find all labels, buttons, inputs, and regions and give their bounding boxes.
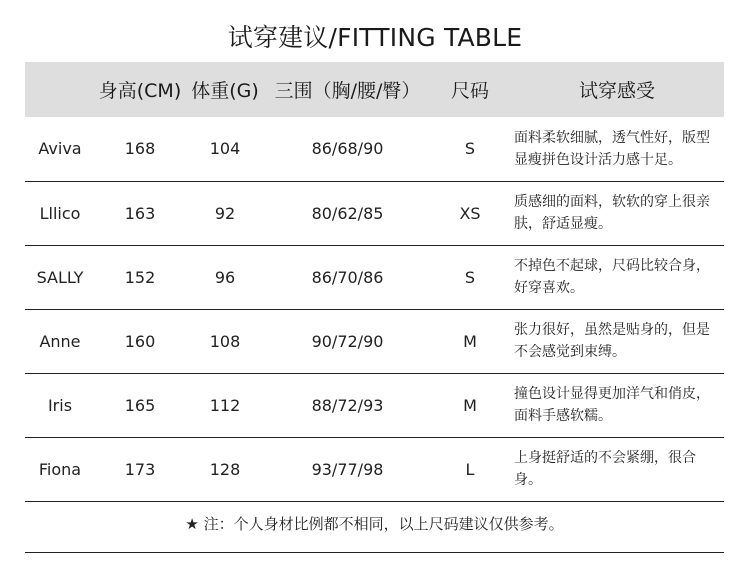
- model-weight: 92: [214, 203, 236, 223]
- header-size: 尺码: [450, 80, 489, 102]
- model-weight: 108: [209, 331, 241, 351]
- bottom-divider: [25, 552, 724, 553]
- header-feel: 试穿感受: [578, 80, 655, 102]
- table-row: [25, 309, 724, 373]
- model-measurements: 88/72/93: [311, 395, 384, 415]
- model-size: S: [464, 267, 476, 287]
- model-feel: 面料柔软细腻，透气性好，版型显瘦拼色设计活力感十足。: [514, 129, 710, 168]
- model-name: Lllico: [39, 203, 81, 223]
- model-feel: 撞色设计显得更加洋气和俏皮，面料手感软糯。: [514, 386, 710, 424]
- model-feel: 上身挺舒适的不会紧绷，很合身。: [514, 450, 696, 488]
- model-name: SALLY: [36, 267, 84, 287]
- model-size: XS: [459, 203, 481, 223]
- model-weight: 104: [209, 139, 241, 159]
- table-row: [25, 117, 724, 181]
- model-feel: 不掉色不起球，尺码比较合身，好穿喜欢。: [514, 258, 710, 296]
- table-header: [25, 62, 724, 117]
- model-weight: 96: [214, 267, 236, 287]
- model-measurements: 80/62/85: [311, 203, 384, 223]
- model-weight: 128: [209, 459, 241, 479]
- header-name: [25, 62, 95, 117]
- model-size: M: [463, 331, 477, 351]
- model-height: 168: [124, 139, 156, 159]
- header-row: [25, 62, 724, 117]
- page-title: 试穿建议/FITTING TABLE: [227, 23, 523, 52]
- model-size: L: [465, 459, 475, 479]
- model-name: Anne: [39, 331, 81, 351]
- model-height: 163: [124, 203, 156, 223]
- model-measurements: 90/72/90: [311, 331, 384, 351]
- model-name: Fiona: [38, 459, 82, 479]
- header-height: 身高(CM): [98, 80, 182, 102]
- model-measurements: 86/68/90: [311, 139, 384, 159]
- table-row: [25, 181, 724, 245]
- header-measurements: 三围（胸/腰/臀）: [274, 80, 421, 102]
- fitting-table: [25, 62, 724, 502]
- model-height: 173: [124, 459, 156, 479]
- model-height: 152: [124, 267, 156, 287]
- model-feel: 质感细的面料，软软的穿上很亲肤，舒适显瘦。: [514, 194, 710, 232]
- model-height: 165: [124, 395, 156, 415]
- table-row: [25, 373, 724, 437]
- table-body: [25, 117, 724, 501]
- header-weight: 体重(G): [191, 80, 259, 102]
- model-measurements: 86/70/86: [311, 267, 384, 287]
- model-size: M: [463, 395, 477, 415]
- model-weight: 112: [209, 395, 241, 415]
- model-height: 160: [124, 331, 156, 351]
- model-measurements: 93/77/98: [311, 459, 384, 479]
- model-name: Iris: [47, 395, 73, 415]
- model-feel: 张力很好，虽然是贴身的，但是不会感觉到束缚。: [514, 322, 710, 360]
- model-name: Aviva: [38, 139, 82, 159]
- model-size: S: [464, 139, 476, 159]
- footnote: ★ 注：个人身材比例都不相同，以上尺码建议仅供参考。: [185, 515, 564, 533]
- table-row: [25, 245, 724, 309]
- table-row: [25, 437, 724, 501]
